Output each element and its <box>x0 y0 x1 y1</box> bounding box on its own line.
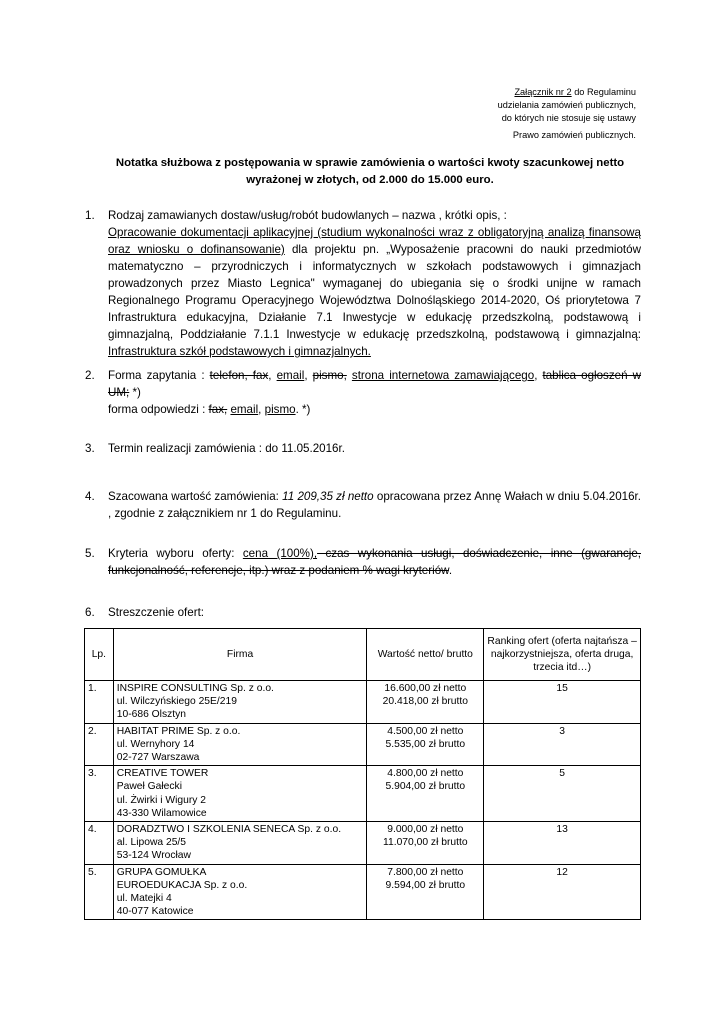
firma-line: GRUPA GOMUŁKA <box>116 866 207 878</box>
table-row <box>85 822 641 865</box>
firma-line: ul. Wilczyńskiego 25E/219 <box>116 696 237 708</box>
option-pismo: pismo, <box>312 369 347 382</box>
section-3 <box>85 440 641 457</box>
footnote-mark: *) <box>129 386 141 399</box>
criteria-struck: czas wykonania usługi, doświadczenie, inne (gwarancje, funkcjonalność, referencje, itp.) wraz z podaniem % wagi kryteriów <box>108 547 641 577</box>
section-5-number: 5. <box>85 547 95 560</box>
response-email: email <box>230 403 259 416</box>
table-header-row <box>85 629 641 681</box>
row-rank: 5 <box>484 766 641 822</box>
annex-line3: do których nie stosuje się ustawy <box>501 113 636 123</box>
firma-line: ul. Wernyhory 14 <box>116 738 195 750</box>
row-lp: 5. <box>85 864 114 920</box>
response-fax: fax, <box>208 403 228 416</box>
section-4 <box>85 488 641 522</box>
section-2-number: 2. <box>85 369 95 382</box>
separator: , <box>258 403 265 416</box>
row-value <box>367 864 484 920</box>
value-brutto: 5.904,00 zł brutto <box>385 781 466 793</box>
completion-date: Termin realizacji zamówienia : do 11.05.2016r. <box>108 442 345 455</box>
section-1 <box>85 207 641 360</box>
firma-line: CREATIVE TOWER <box>116 768 209 780</box>
section-5 <box>85 545 641 579</box>
criteria-end: . <box>448 564 453 577</box>
section-4-number: 4. <box>85 490 95 503</box>
row-rank: 12 <box>484 864 641 920</box>
value-netto: 7.800,00 zł netto <box>387 866 464 878</box>
estimated-value: 11 209,35 zł netto <box>282 490 374 503</box>
offers-summary-heading: Streszczenie ofert: <box>108 606 205 619</box>
value-netto: 4.500,00 zł netto <box>387 725 464 737</box>
value-netto: 4.800,00 zł netto <box>387 768 464 780</box>
annex-line1-rest: do Regulaminu <box>571 87 636 97</box>
firma-line: HABITAT PRIME Sp. z o.o. <box>116 725 241 737</box>
estimated-value-label: Szacowana wartość zamówienia: <box>108 490 283 503</box>
offers-table <box>84 628 641 920</box>
section-1-body <box>108 224 641 360</box>
row-firma <box>113 766 367 822</box>
section-2 <box>85 367 641 418</box>
firma-line: 10-686 Olsztyn <box>116 709 187 721</box>
firma-line: 43-330 Wilamowice <box>116 807 207 819</box>
row-firma <box>113 864 367 920</box>
firma-line: EUROEDUKACJA Sp. z o.o. <box>116 879 248 891</box>
header-wartosc: Wartość netto/ brutto <box>367 629 484 681</box>
separator: , <box>304 369 313 382</box>
row-lp: 4. <box>85 822 114 865</box>
annex-line4: Prawo zamówień publicznych. <box>512 130 636 140</box>
title-line2: wyrażonej w złotych, od 2.000 do 15.000 euro. <box>246 174 494 186</box>
table-row <box>85 864 641 920</box>
row-value <box>367 822 484 865</box>
firma-line: ul. Żwirki i Wigury 2 <box>116 794 206 806</box>
firma-line: DORADZTWO I SZKOLENIA SENECA Sp. z o.o. <box>116 824 342 836</box>
header-lp: Lp. <box>85 629 114 681</box>
firma-line: al. Lipowa 25/5 <box>116 837 187 849</box>
row-lp: 3. <box>85 766 114 822</box>
row-firma <box>113 681 367 724</box>
response-form-line <box>108 401 641 418</box>
response-pismo: pismo <box>264 403 296 416</box>
table-row <box>85 766 641 822</box>
section-1-scope: Infrastruktura szkół podstawowych i gimnazjalnych. <box>108 345 371 358</box>
section-3-number: 3. <box>85 442 95 455</box>
firma-line: INSPIRE CONSULTING Sp. z o.o. <box>116 683 274 694</box>
selection-criteria <box>108 545 641 579</box>
section-1-project: dla projektu pn. „Wyposażenie pracowni do nauki przedmiotów matematyczno – przyrodniczych i informatycznych w szkołach podstawowych i gimnazjach prowadzonych przez Miasto Legnica" wymaganej do ubiegania się o środki unijne w ramach Regionalnego Programu Operacyjnego Województwa Dolnośląskiego 2014-2020, Oś priorytetowa 7 Infrastruktura edukacyjna, Działanie 7.1 Inwestycje w edukację przedszkolną, podstawową i gimnazjalną, Poddziałanie 7.1.1 Inwestycje w edukację przedszkolną, podstawową i gimnazjalną: <box>108 243 641 341</box>
document-title <box>90 155 650 189</box>
criteria-price: cena (100%), <box>242 547 318 560</box>
firma-line: 53-124 Wrocław <box>116 850 191 862</box>
table-row <box>85 681 641 724</box>
table-row <box>85 723 641 766</box>
criteria-label: Kryteria wyboru oferty: <box>108 547 243 560</box>
row-value <box>367 766 484 822</box>
annex-header <box>416 86 636 142</box>
estimated-value-details: opracowana przez Annę Wałach w dniu 5.04.2016r. , zgodnie z załącznikiem nr 1 do Regulaminu. <box>108 490 641 520</box>
option-tablica-ogloszen: tablica ogłoszeń w UM; <box>108 369 642 399</box>
section-1-subject: Opracowanie dokumentacji aplikacyjnej (studium wykonalności wraz z obligatoryjną analizą finansową oraz wniosku o dofinansowanie) <box>108 226 641 256</box>
row-value <box>367 681 484 724</box>
section-1-number: 1. <box>85 209 95 222</box>
value-brutto: 5.535,00 zł brutto <box>385 738 466 750</box>
row-lp: 1. <box>85 681 114 724</box>
inquiry-form-label: Forma zapytania : <box>108 369 210 382</box>
firma-line: 02-727 Warszawa <box>116 752 200 764</box>
option-telefon-fax: telefon, fax <box>209 369 269 382</box>
value-brutto: 11.070,00 zł brutto <box>383 837 468 849</box>
value-netto: 9.000,00 zł netto <box>387 824 464 836</box>
separator: , <box>268 369 277 382</box>
row-rank: 13 <box>484 822 641 865</box>
section-6-number: 6. <box>85 606 95 619</box>
header-firma: Firma <box>113 629 367 681</box>
option-strona-internetowa: strona internetowa zamawiającego <box>351 369 535 382</box>
footnote-mark: . *) <box>295 403 311 416</box>
firma-line: ul. Matejki 4 <box>116 893 172 905</box>
row-lp: 2. <box>85 723 114 766</box>
annex-line2: udzielania zamówień publicznych, <box>497 100 636 110</box>
section-1-intro: Rodzaj zamawianych dostaw/usług/robót budowlanych – nazwa , krótki opis, : <box>108 209 507 222</box>
firma-line: Paweł Gałecki <box>116 781 182 793</box>
firma-line: 40-077 Katowice <box>116 906 194 918</box>
value-netto: 16.600,00 zł netto <box>384 683 467 694</box>
annex-label: Załącznik nr 2 <box>514 87 572 97</box>
row-value <box>367 723 484 766</box>
header-ranking: Ranking ofert (oferta najtańsza – najkorzystniejsza, oferta druga, trzecia itd…) <box>484 629 641 681</box>
value-brutto: 20.418,00 zł brutto <box>382 696 468 708</box>
response-form-label: forma odpowiedzi : <box>108 403 209 416</box>
section-6 <box>85 604 641 621</box>
separator: , <box>534 369 543 382</box>
inquiry-form-line <box>108 367 641 401</box>
row-firma <box>113 822 367 865</box>
row-rank: 15 <box>484 681 641 724</box>
row-rank: 3 <box>484 723 641 766</box>
title-line1: Notatka służbowa z postępowania w sprawie zamówienia o wartości kwoty szacunkowej netto <box>115 157 625 169</box>
value-brutto: 9.594,00 zł brutto <box>385 879 466 891</box>
row-firma <box>113 723 367 766</box>
option-email: email <box>276 369 305 382</box>
estimated-value-text <box>108 488 641 522</box>
